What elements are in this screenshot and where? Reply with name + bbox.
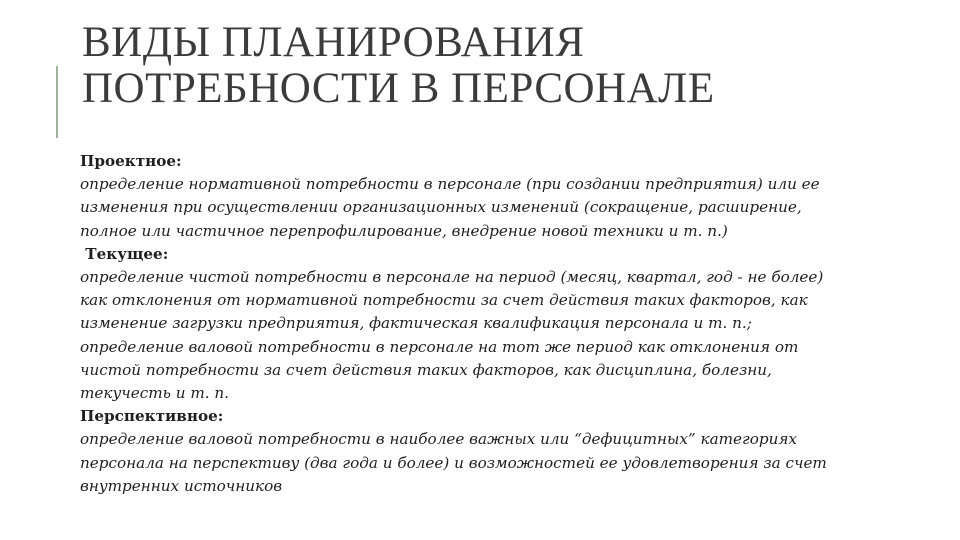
section-current-line-6: текучесть и т. п. <box>80 384 229 403</box>
title-accent-bar <box>56 66 58 138</box>
section-project-line-1: определение нормативной потребности в персонале (при создании предприятия) или ее <box>80 175 820 194</box>
section-current-line-4: определение валовой потребности в персонале на тот же период как отклонения от <box>80 337 799 356</box>
section-label-perspective: Перспективное: <box>80 407 224 426</box>
section-current-line-5: чистой потребности за счет действия таких факторов, как дисциплина, болезни, <box>80 360 772 379</box>
section-perspective-line-1: определение валовой потребности в наиболее важных или “дефицитных” категориях <box>80 430 797 449</box>
section-perspective-line-2: персонала на перспективу (два года и более) и возможностей ее удовлетворения за счет <box>80 453 827 472</box>
section-label-project: Проектное: <box>80 152 182 170</box>
section-perspective-line-3: внутренних источников <box>80 476 283 495</box>
slide-title-line-1: ВИДЫ ПЛАНИРОВАНИЯ <box>82 19 585 66</box>
slide-body <box>80 150 940 498</box>
section-project-line-3: полное или частичное перепрофилирование, внедрение новой техники и т. п.) <box>80 221 728 240</box>
section-current-line-1: определение чистой потребности в персонале на период (месяц, квартал, год - не более) <box>80 268 824 287</box>
section-current-line-3: изменение загрузки предприятия, фактическая квалификация персонала и т. п.; <box>80 314 752 333</box>
slide-title-line-2: ПОТРЕБНОСТИ В ПЕРСОНАЛЕ <box>82 65 715 112</box>
section-project-line-2: изменения при осуществлении организационных изменений (сокращение, расширение, <box>80 198 802 217</box>
section-current-line-2: как отклонения от нормативной потребности за счет действия таких факторов, как <box>80 291 808 310</box>
slide-title <box>82 20 942 112</box>
section-label-current: Текущее: <box>80 244 169 263</box>
